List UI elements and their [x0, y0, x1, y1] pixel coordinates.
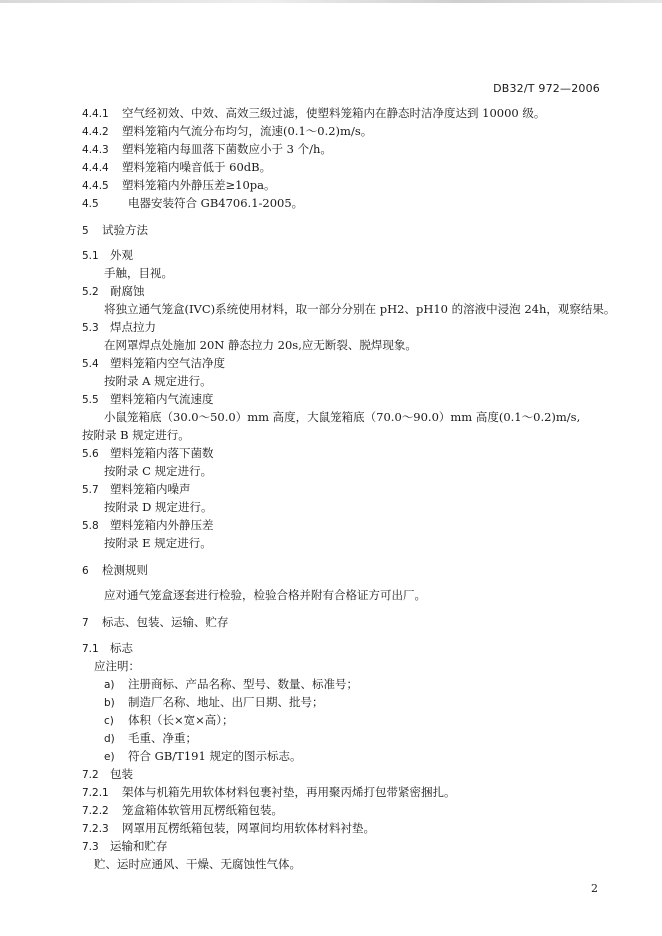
- clause-5-6-body: 按附录 C 规定进行。: [104, 464, 213, 478]
- clause-5-5-body-cont: 按附录 B 规定进行。: [82, 428, 190, 442]
- clause-4-4-3: 4.4.3 塑料笼箱内每皿落下菌数应小于 3 个/h。: [82, 142, 332, 156]
- section-7-heading: 7 标志、包装、运输、贮存: [82, 615, 229, 629]
- clause-5-2: 5.2 耐腐蚀: [82, 284, 145, 298]
- list-item-d: d) 毛重、净重；: [104, 731, 197, 745]
- clause-5-1: 5.1 外观: [82, 248, 133, 262]
- clause-4-4-1: 4.4.1 空气经初效、中效、高效三级过滤，使塑料笼箱内在静态时洁净度达到 10000 级。: [82, 106, 546, 120]
- clause-7-1-intro: 应注明：: [94, 659, 140, 673]
- clause-7-1: 7.1 标志: [82, 641, 133, 655]
- clause-4-4-2: 4.4.2 塑料笼箱内气流分布均匀，流速(0.1～0.2)m/s。: [82, 124, 373, 138]
- section-6-body: 应对通气笼盒逐套进行检验，检验合格并附有合格证方可出厂。: [104, 588, 426, 602]
- clause-4-4-4: 4.4.4 塑料笼箱内噪音低于 60dB。: [82, 160, 272, 174]
- section-6-heading: 6 检测规则: [82, 563, 148, 577]
- clause-5-3: 5.3 焊点拉力: [82, 320, 156, 334]
- clause-7-2-3: 7.2.3 网罩用瓦楞纸箱包装，网罩间均用软体材料衬垫。: [82, 821, 375, 835]
- clause-5-7: 5.7 塑料笼箱内噪声: [82, 482, 191, 496]
- clause-7-3-body: 贮、运时应通风、干燥、无腐蚀性气体。: [94, 857, 301, 871]
- clause-5-8: 5.8 塑料笼箱内外静压差: [82, 518, 214, 532]
- clause-7-3: 7.3 运输和贮存: [82, 839, 168, 853]
- list-item-b: b) 制造厂名称、地址、出厂日期、批号；: [104, 695, 324, 709]
- list-item-e: e) 符合 GB/T191 规定的图示标志。: [104, 749, 302, 763]
- list-item-a: a) 注册商标、产品名称、型号、数量、标准号；: [104, 677, 358, 691]
- clause-5-5-body: 小鼠笼箱底（30.0～50.0）mm 高度，大鼠笼箱底（70.0～90.0）mm 高度(0.1～0.2)m/s,: [104, 410, 581, 424]
- clause-7-2-2: 7.2.2 笼盒箱体软管用瓦楞纸箱包装。: [82, 803, 283, 817]
- clause-5-7-body: 按附录 D 规定进行。: [104, 500, 213, 514]
- clause-4-4-5: 4.4.5 塑料笼箱内外静压差≥10pa。: [82, 178, 276, 192]
- clause-5-6: 5.6 塑料笼箱内落下菌数: [82, 446, 214, 460]
- document-code: DB32/T 972—2006: [493, 82, 600, 95]
- page-number: 2: [591, 882, 598, 895]
- clause-5-4: 5.4 塑料笼箱内空气洁净度: [82, 356, 225, 370]
- clause-5-8-body: 按附录 E 规定进行。: [104, 536, 212, 550]
- list-item-c: c) 体积（长×宽×高）；: [104, 713, 234, 727]
- clause-5-3-body: 在网罩焊点处施加 20N 静态拉力 20s,应无断裂、脱焊现象。: [104, 338, 417, 352]
- clause-5-4-body: 按附录 A 规定进行。: [104, 374, 212, 388]
- scan-top-edge: [0, 0, 662, 3]
- clause-7-2-1: 7.2.1 架体与机箱先用软体材料包裹衬垫，再用聚丙烯打包带紧密捆扎。: [82, 785, 456, 799]
- clause-5-2-body: 将独立通气笼盒(IVC)系统使用材料，取一部分分别在 pH2、pH10 的溶液中浸泡 24h，观察结果。: [104, 302, 616, 316]
- clause-5-1-body: 手触，目视。: [104, 266, 173, 280]
- clause-4-5: 4.5 电器安装符合 GB4706.1-2005。: [82, 196, 304, 210]
- section-5-heading: 5 试验方法: [82, 223, 148, 237]
- clause-7-2: 7.2 包装: [82, 767, 133, 781]
- clause-5-5: 5.5 塑料笼箱内气流速度: [82, 392, 214, 406]
